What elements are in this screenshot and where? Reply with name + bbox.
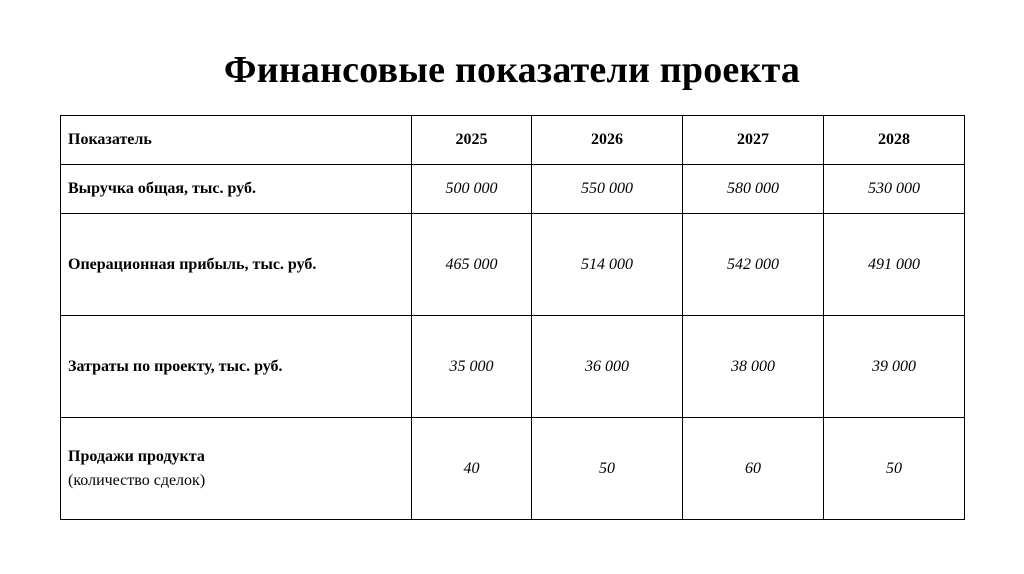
- value-cell: 36 000: [532, 316, 683, 418]
- year-header-cell: 2026: [532, 116, 683, 165]
- value-cell: 550 000: [532, 165, 683, 214]
- header-label-cell: Показатель: [61, 116, 412, 165]
- row-label-sub: (количество сделок): [68, 471, 206, 489]
- row-label-cell: Операционная прибыль, тыс. руб.: [61, 214, 412, 316]
- value-cell: 60: [683, 418, 824, 520]
- table-row: [61, 316, 965, 418]
- financial-indicators-table: [60, 115, 965, 520]
- value-cell: 500 000: [412, 165, 532, 214]
- value-cell: 39 000: [824, 316, 965, 418]
- value-cell: 542 000: [683, 214, 824, 316]
- table-row: [61, 165, 965, 214]
- value-cell: 50: [532, 418, 683, 520]
- year-header-cell: 2028: [824, 116, 965, 165]
- page-title: Финансовые показатели проекта: [223, 49, 801, 91]
- value-cell: 580 000: [683, 165, 824, 214]
- table-header-row: [61, 116, 965, 165]
- table-row: [61, 418, 965, 520]
- row-label-main: Продажи продукта: [68, 447, 205, 465]
- value-cell: 491 000: [824, 214, 965, 316]
- row-label-cell: [61, 418, 412, 520]
- row-label-cell: Затраты по проекту, тыс. руб.: [61, 316, 412, 418]
- row-label-cell: Выручка общая, тыс. руб.: [61, 165, 412, 214]
- value-cell: 514 000: [532, 214, 683, 316]
- table-row: [61, 214, 965, 316]
- year-header-cell: 2027: [683, 116, 824, 165]
- value-cell: 35 000: [412, 316, 532, 418]
- value-cell: 530 000: [824, 165, 965, 214]
- value-cell: 465 000: [412, 214, 532, 316]
- year-header-cell: 2025: [412, 116, 532, 165]
- value-cell: 38 000: [683, 316, 824, 418]
- value-cell: 40: [412, 418, 532, 520]
- value-cell: 50: [824, 418, 965, 520]
